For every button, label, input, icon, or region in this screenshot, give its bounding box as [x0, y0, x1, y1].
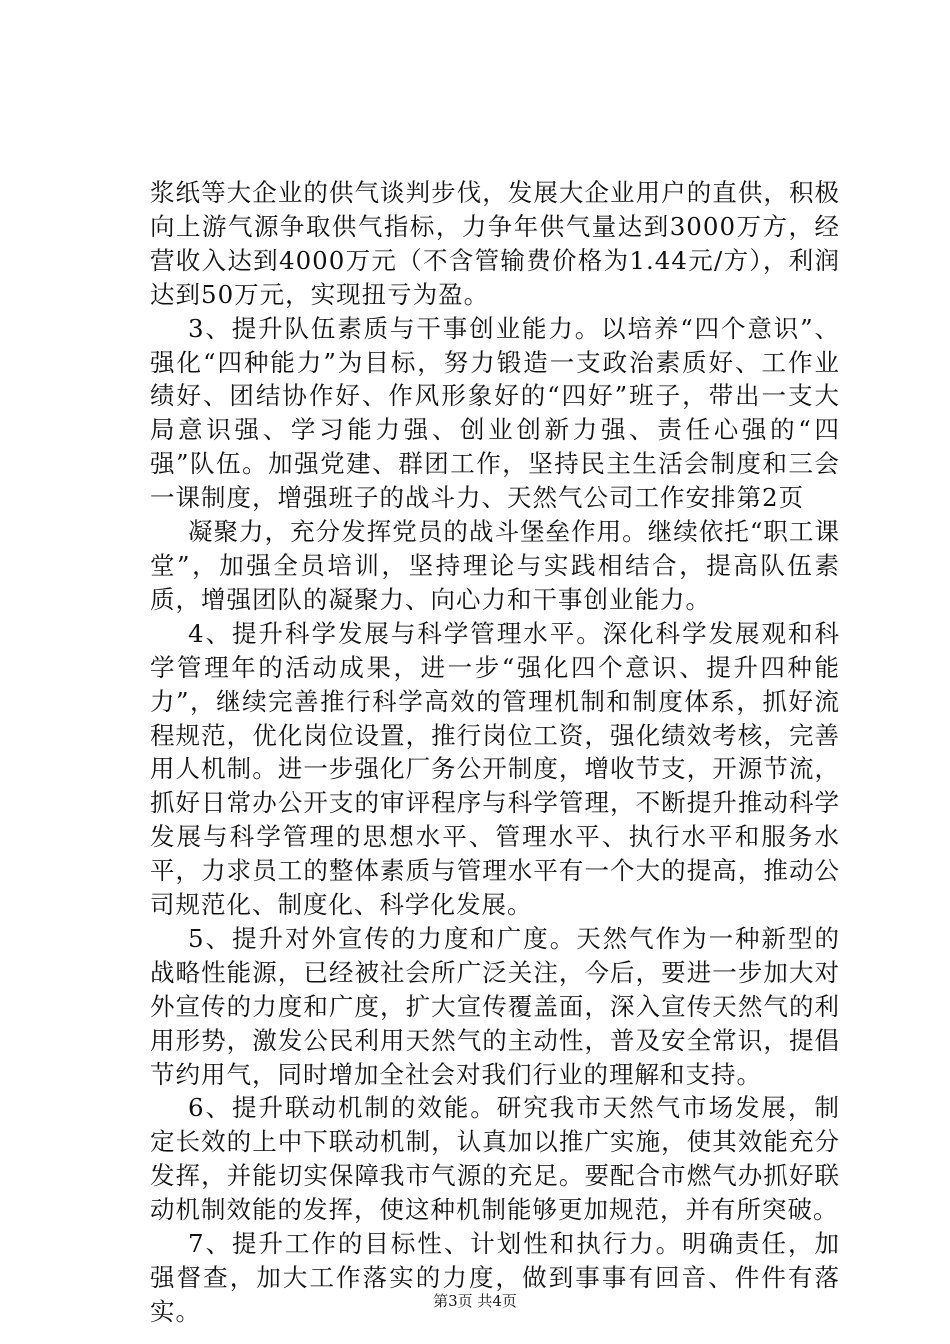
paragraph-item-5: 5、提升对外宣传的力度和广度。天然气作为一种新型的战略性能源，已经被社会所广泛关注，今后，要进一步加大对外宣传的力度和广度，扩大宣传覆盖面，深入宣传天然气的利用形势，激发公民利用天然气的主动性，普及安全常识，提倡节约用气，同时增加全社会对我们行业的理解和支持。 — [150, 923, 840, 1089]
paragraph-item-7: 7、提升工作的目标性、计划性和执行力。明确责任，加强督查，加大工作落实的力度，做到事事有回音、件件有落实。 — [150, 1229, 840, 1326]
paragraph-continued: 浆纸等大企业的供气谈判步伐，发展大企业用户的直供，积极向上游气源争取供气指标，力争年供气量达到3000万方，经营收入达到4000万元（不含管输费价格为1.44元/方），利润达到50万元，实现扭亏为盈。 — [150, 178, 840, 309]
paragraph-item-3-continued: 凝聚力，充分发挥党员的战斗堡垒作用。继续依托“职工课堂”，加强全员培训，坚持理论与实践相结合，提高队伍素质，增强团队的凝聚力、向心力和干事创业能力。 — [150, 517, 840, 614]
paragraph-item-4: 4、提升科学发展与科学管理水平。深化科学发展观和科学管理年的活动成果，进一步“强化四个意识、提升四种能力”，继续完善推行科学高效的管理机制和制度体系，抓好流程规范，优化岗位设置，推行岗位工资，强化绩效考核，完善用人机制。进一步强化厂务公开制度，增收节支，开源节流，抓好日常办公开支的审评程序与科学管理，不断提升推动科学发展与科学管理的思想水平、管理水平、执行水平和服务水平，力求员工的整体素质与管理水平有一个大的提高，推动公司规范化、制度化、科学化发展。 — [150, 618, 840, 920]
paragraph-item-3: 3、提升队伍素质与干事创业能力。以培养“四个意识”、强化“四种能力”为目标，努力锻造一支政治素质好、工作业绩好、团结协作好、作风形象好的“四好”班子，带出一支大局意识强、学习能力强、创业创新力强、责任心强的“四强”队伍。加强党建、群团工作，坚持民主生活会制度和三会一课制度，增强班子的战斗力、天然气公司工作安排第2页 — [150, 313, 840, 513]
page-footer: 第3页 共4页 — [433, 1292, 517, 1310]
document-body — [150, 176, 840, 1329]
paragraph-item-6: 6、提升联动机制的效能。研究我市天然气市场发展，制定长效的上中下联动机制，认真加以推广实施，使其效能充分发挥，并能切实保障我市气源的充足。要配合市燃气办抓好联动机制效能的发挥，使这种机制能够更加规范，并有所突破。 — [150, 1093, 840, 1225]
